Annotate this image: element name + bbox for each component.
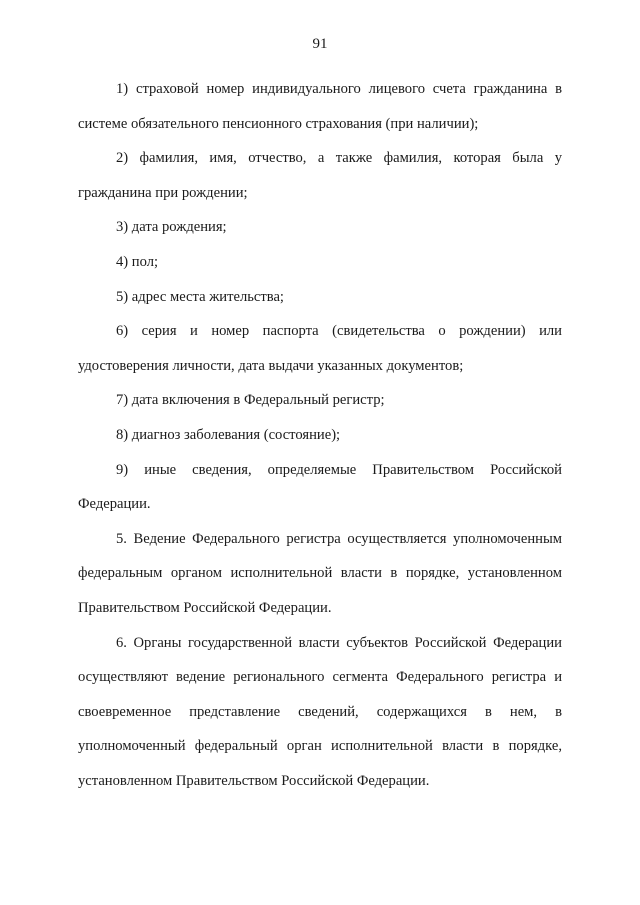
list-item-2: 2) фамилия, имя, отчество, а также фамилия, которая была у гражданина при рождении; bbox=[78, 150, 562, 201]
document-body bbox=[78, 72, 562, 798]
list-item-4: 4) пол; bbox=[116, 253, 159, 270]
clause-5: 5. Ведение Федерального регистра осуществляется уполномоченным федеральным органом исполнительной власти в порядке, установленном Правительством Российской Федерации. bbox=[78, 530, 562, 616]
list-item-7: 7) дата включения в Федеральный регистр; bbox=[116, 392, 385, 409]
list-item-3: 3) дата рождения; bbox=[116, 219, 227, 236]
list-item-6: 6) серия и номер паспорта (свидетельства о рождении) или удостоверения личности, дата выдачи указанных документов; bbox=[78, 323, 562, 374]
page-number: 91 bbox=[312, 36, 328, 52]
clause-6: 6. Органы государственной власти субъектов Российской Федерации осуществляют ведение регионального сегмента Федерального регистра и своевременное представление сведений, содержащихся в нем, в уполномоченный федеральный орган исполнительной власти в порядке, установленном Правительством Российской Федерации. bbox=[78, 634, 562, 789]
list-item-1: 1) страховой номер индивидуального лицевого счета гражданина в системе обязательного пенсионного страхования (при наличии); bbox=[78, 81, 562, 132]
list-item-5: 5) адрес места жительства; bbox=[116, 288, 284, 305]
list-item-9: 9) иные сведения, определяемые Правительством Российской Федерации. bbox=[78, 461, 562, 513]
list-item-8: 8) диагноз заболевания (состояние); bbox=[116, 426, 341, 443]
